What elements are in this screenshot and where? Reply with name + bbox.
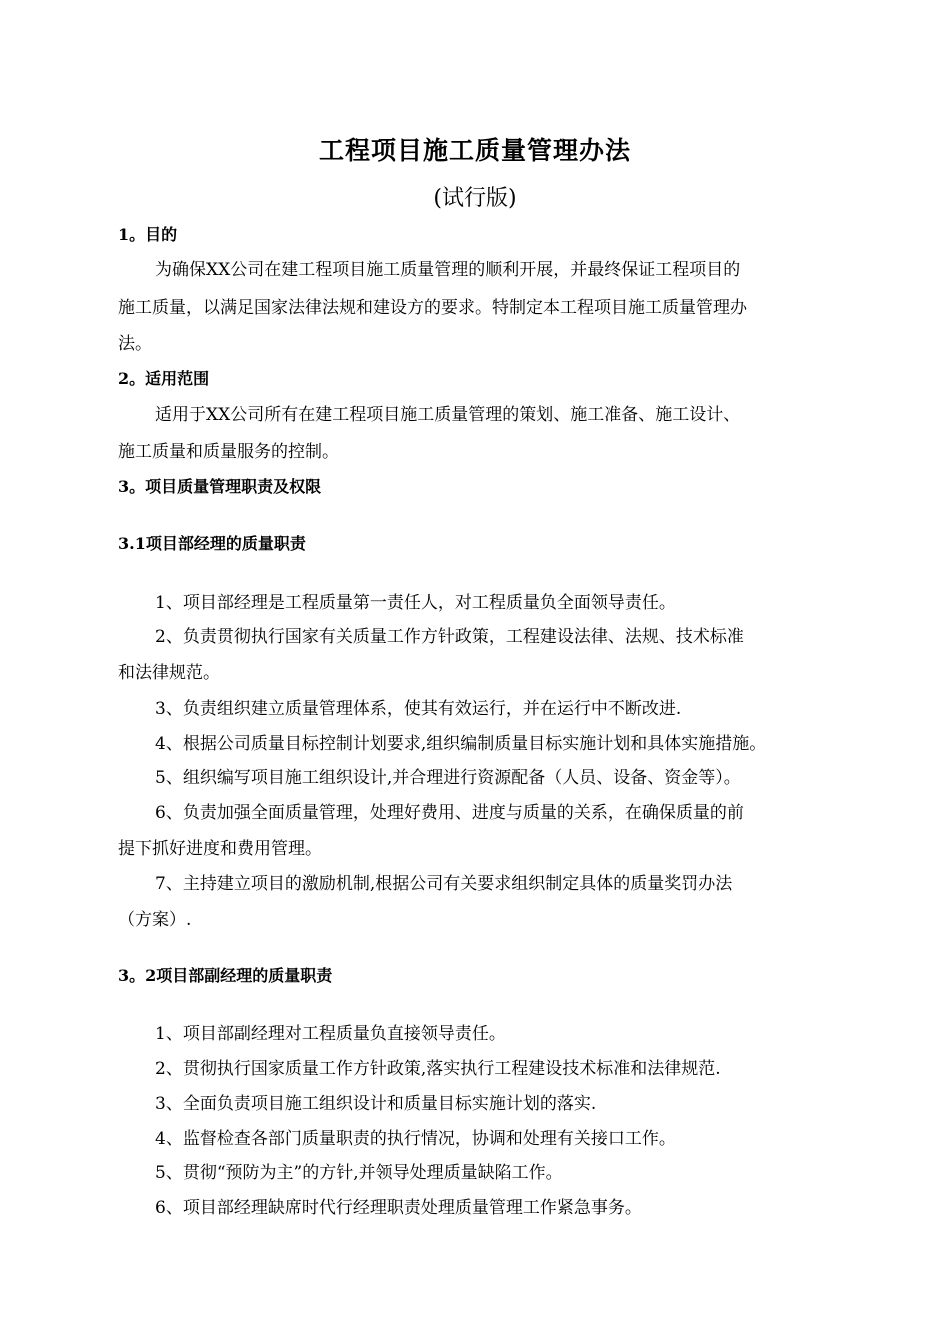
- duty-item: 3、全面负责项目施工组织设计和质量目标实施计划的落实.: [155, 1094, 597, 1114]
- section-1-heading: 1。目的: [118, 225, 178, 244]
- duty-item: 5、组织编写项目施工组织设计,并合理进行资源配备（人员、设备、资金等）。: [155, 768, 741, 788]
- section-1-paragraph-line: 法。: [118, 334, 152, 354]
- duty-item-continuation: 和法律规范。: [118, 663, 220, 683]
- document-title: 工程项目施工质量管理办法: [318, 136, 631, 165]
- duty-item: 5、贯彻“预防为主”的方针,并领导处理质量缺陷工作。: [155, 1163, 563, 1183]
- duty-item: 4、根据公司质量目标控制计划要求,组织编制质量目标实施计划和具体实施措施。: [155, 734, 767, 754]
- section-1-paragraph-line: 施工质量，以满足国家法律法规和建设方的要求。特制定本工程项目施工质量管理办: [118, 298, 747, 318]
- duty-item: 3、负责组织建立质量管理体系，使其有效运行，并在运行中不断改进.: [155, 699, 682, 719]
- duty-item: 7、主持建立项目的激励机制,根据公司有关要求组织制定具体的质量奖罚办法: [155, 874, 733, 894]
- duty-item: 4、监督检查各部门质量职责的执行情况，协调和处理有关接口工作。: [155, 1129, 676, 1149]
- duty-item: 6、负责加强全面质量管理，处理好费用、进度与质量的关系，在确保质量的前: [155, 803, 744, 823]
- duty-item-continuation: （方案）.: [118, 910, 192, 930]
- section-3-1-heading: 3.1项目部经理的质量职责: [118, 534, 306, 553]
- duty-item: 6、项目部经理缺席时代行经理职责处理质量管理工作紧急事务。: [155, 1198, 642, 1218]
- section-2-heading: 2。适用范围: [118, 369, 210, 388]
- duty-item: 1、项目部经理是工程质量第一责任人，对工程质量负全面领导责任。: [155, 593, 676, 613]
- section-1-paragraph-line: 为确保XX公司在建工程项目施工质量管理的顺利开展，并最终保证工程项目的: [155, 260, 741, 280]
- document-subtitle: (试行版): [433, 186, 517, 211]
- duty-item: 2、贯彻执行国家质量工作方针政策,落实执行工程建设技术标准和法律规范.: [155, 1059, 721, 1079]
- section-2-paragraph-line: 适用于XX公司所有在建工程项目施工质量管理的策划、施工准备、施工设计、: [155, 405, 741, 425]
- duty-item: 1、项目部副经理对工程质量负直接领导责任。: [155, 1024, 506, 1044]
- duty-item: 2、负责贯彻执行国家有关质量工作方针政策，工程建设法律、法规、技术标准: [155, 627, 744, 647]
- section-2-paragraph-line: 施工质量和质量服务的控制。: [118, 442, 339, 462]
- section-3-2-heading: 3。2项目部副经理的质量职责: [118, 966, 333, 985]
- section-3-heading: 3。项目质量管理职责及权限: [118, 477, 322, 496]
- duty-item-continuation: 提下抓好进度和费用管理。: [118, 839, 322, 859]
